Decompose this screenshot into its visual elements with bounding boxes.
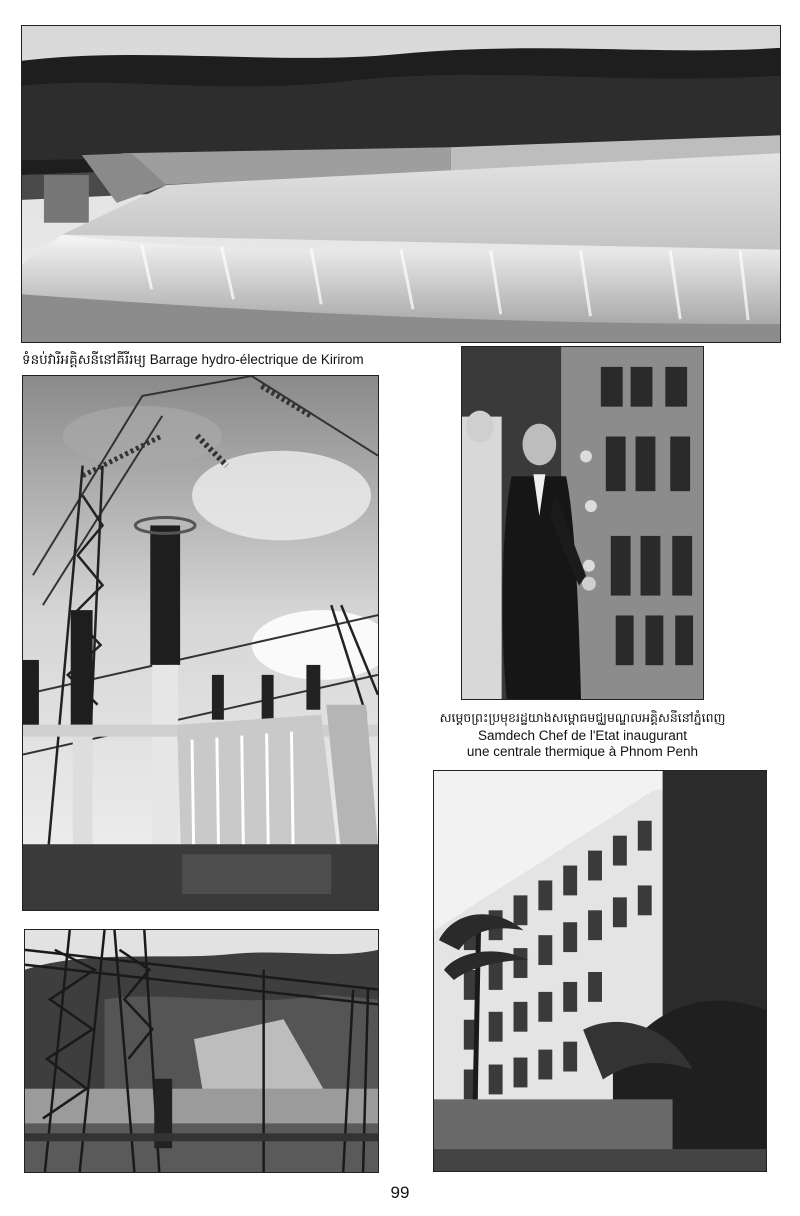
caption-dam	[22, 351, 364, 371]
caption-dam-khmer: ទំនប់វារីអគ្គិសនីនៅគីរីរម្យ	[22, 352, 146, 367]
photo-substation-transformers	[22, 375, 379, 911]
page-number: 99	[390, 1183, 410, 1202]
caption-plant-khmer: សម្ដេចព្រះប្រមុខរដ្ឋយាងសម្ពោធមជ្ឈមណ្ឌលអគ្គិសនីនៅភ្នំពេញ	[439, 711, 726, 725]
photo-substation-towers	[24, 929, 379, 1173]
photo-building-palms	[433, 770, 767, 1172]
photo-power-plant-inauguration	[461, 346, 704, 700]
caption-power-plant	[415, 710, 750, 760]
photo-kirirom-dam	[21, 25, 781, 343]
caption-dam-french: Barrage hydro-électrique de Kirirom	[149, 352, 364, 367]
caption-plant-french-line2: une centrale thermique à Phnom Penh	[466, 744, 699, 759]
caption-plant-french-line1: Samdech Chef de l'Etat inaugurant	[478, 728, 687, 743]
